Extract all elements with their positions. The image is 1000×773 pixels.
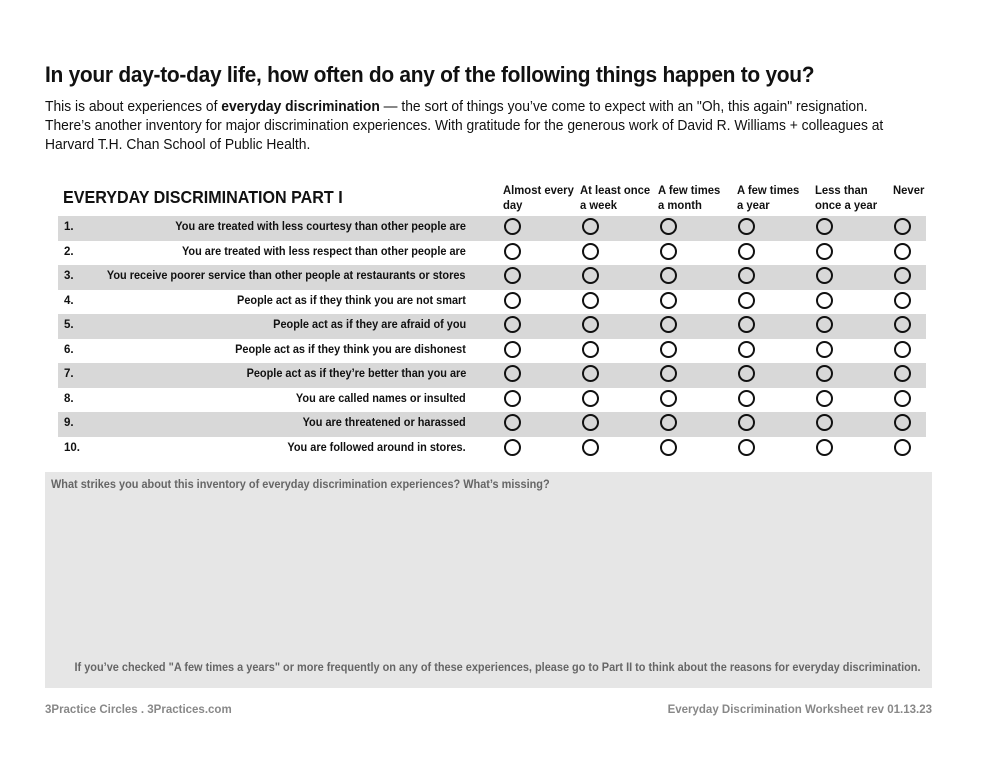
column-header-line2: a month <box>658 198 702 212</box>
row-statement: People act as if they are afraid of you <box>272 319 466 331</box>
row-number: 8. <box>64 393 74 405</box>
row-number: 5. <box>64 319 74 331</box>
frequency-radio[interactable] <box>660 341 677 358</box>
frequency-radio[interactable] <box>894 341 911 358</box>
frequency-radio[interactable] <box>738 316 755 333</box>
column-header <box>658 183 733 213</box>
frequency-radio[interactable] <box>582 218 599 235</box>
frequency-radio[interactable] <box>582 267 599 284</box>
frequency-radio[interactable] <box>894 267 911 284</box>
frequency-radio[interactable] <box>816 365 833 382</box>
frequency-radio[interactable] <box>660 390 677 407</box>
frequency-radio[interactable] <box>660 267 677 284</box>
frequency-radio[interactable] <box>894 218 911 235</box>
frequency-radio[interactable] <box>504 243 521 260</box>
table-row <box>58 388 926 413</box>
frequency-radio[interactable] <box>582 341 599 358</box>
frequency-radio[interactable] <box>660 292 677 309</box>
column-header-line1: At least once <box>580 183 651 197</box>
column-header-line1: Never <box>893 183 925 197</box>
frequency-radio[interactable] <box>660 316 677 333</box>
table-row <box>58 290 926 315</box>
frequency-radio[interactable] <box>894 243 911 260</box>
frequency-radio[interactable] <box>660 414 677 431</box>
frequency-radio[interactable] <box>582 439 599 456</box>
section-title: EVERYDAY DISCRIMINATION PART I <box>63 187 343 207</box>
table-row <box>58 412 926 437</box>
row-statement: People act as if they’re better than you are <box>246 368 466 380</box>
page-title: In your day-to-day life, how often do any of the following things happen to you? <box>45 62 815 87</box>
frequency-radio[interactable] <box>816 341 833 358</box>
column-header-line2: once a year <box>815 198 878 212</box>
table-row <box>58 363 926 388</box>
frequency-radio[interactable] <box>816 292 833 309</box>
frequency-radio[interactable] <box>504 439 521 456</box>
row-number: 3. <box>64 270 74 282</box>
frequency-radio[interactable] <box>894 292 911 309</box>
column-header-line1: Less than <box>815 183 868 197</box>
frequency-radio[interactable] <box>660 439 677 456</box>
frequency-radio[interactable] <box>504 316 521 333</box>
frequency-radio[interactable] <box>738 365 755 382</box>
table-row <box>58 314 926 339</box>
frequency-radio[interactable] <box>660 218 677 235</box>
frequency-radio[interactable] <box>816 218 833 235</box>
frequency-radio[interactable] <box>582 365 599 382</box>
frequency-radio[interactable] <box>738 218 755 235</box>
row-number: 4. <box>64 295 74 307</box>
frequency-radio[interactable] <box>894 365 911 382</box>
row-number: 2. <box>64 246 74 258</box>
row-number: 9. <box>64 417 74 429</box>
frequency-radio[interactable] <box>738 243 755 260</box>
frequency-radio[interactable] <box>504 341 521 358</box>
row-statement: You are followed around in stores. <box>287 442 466 454</box>
frequency-radio[interactable] <box>738 414 755 431</box>
row-statement: People act as if they think you are dishonest <box>235 344 466 356</box>
column-header-line2: a year <box>737 198 770 212</box>
row-number: 6. <box>64 344 74 356</box>
row-number: 1. <box>64 221 74 233</box>
intro-paragraph <box>45 98 905 155</box>
column-header-line1: Almost every <box>503 183 574 197</box>
column-header <box>503 183 578 213</box>
frequency-radio[interactable] <box>504 414 521 431</box>
column-header <box>737 183 812 213</box>
notes-prompt: What strikes you about this inventory of everyday discrimination experiences? What’s missing? <box>51 479 550 491</box>
frequency-radio[interactable] <box>504 218 521 235</box>
frequency-radio[interactable] <box>816 316 833 333</box>
column-header <box>815 183 890 213</box>
frequency-radio[interactable] <box>738 292 755 309</box>
frequency-radio[interactable] <box>582 292 599 309</box>
frequency-radio[interactable] <box>894 390 911 407</box>
frequency-radio[interactable] <box>894 414 911 431</box>
intro-text-end: — the sort of things you’ve come to expect with an "Oh, this again" resignation. There’s another inventory for major discrimination experiences. With gratitude for the generous work of David R. Williams + colleagues at Harvard T.H. Chan School of Public Health. <box>45 99 884 153</box>
column-header-line1: A few times <box>737 183 800 197</box>
frequency-radio[interactable] <box>894 439 911 456</box>
column-header-line1: A few times <box>658 183 721 197</box>
footer-left: 3Practice Circles . 3Practices.com <box>45 704 232 716</box>
table-row <box>58 265 926 290</box>
frequency-radio[interactable] <box>816 439 833 456</box>
table-row <box>58 437 926 462</box>
intro-bold-term: everyday discrimination <box>221 99 380 115</box>
frequency-radio[interactable] <box>816 267 833 284</box>
frequency-radio[interactable] <box>504 267 521 284</box>
frequency-radio[interactable] <box>504 390 521 407</box>
frequency-radio[interactable] <box>894 316 911 333</box>
frequency-radio[interactable] <box>738 341 755 358</box>
row-statement: You receive poorer service than other people at restaurants or stores <box>107 270 466 282</box>
frequency-radio[interactable] <box>582 414 599 431</box>
notes-area[interactable] <box>45 472 932 688</box>
column-header <box>580 183 655 213</box>
row-statement: You are called names or insulted <box>296 393 466 405</box>
frequency-radio[interactable] <box>738 267 755 284</box>
column-header-line2: a week <box>580 198 618 212</box>
column-header-line2: day <box>503 198 523 212</box>
frequency-radio[interactable] <box>738 439 755 456</box>
row-number: 10. <box>64 442 80 454</box>
column-header <box>893 183 968 198</box>
frequency-radio[interactable] <box>582 316 599 333</box>
row-number: 7. <box>64 368 74 380</box>
row-statement: People act as if they think you are not smart <box>237 295 466 307</box>
frequency-radio[interactable] <box>816 414 833 431</box>
table-row <box>58 339 926 364</box>
frequency-radio[interactable] <box>582 243 599 260</box>
frequency-radio[interactable] <box>816 243 833 260</box>
frequency-radio[interactable] <box>660 365 677 382</box>
frequency-radio[interactable] <box>738 390 755 407</box>
intro-text-start: This is about experiences of <box>45 99 222 115</box>
frequency-radio[interactable] <box>816 390 833 407</box>
footer-right: Everyday Discrimination Worksheet rev 01.13.23 <box>667 704 932 716</box>
row-statement: You are treated with less courtesy than other people are <box>175 221 466 233</box>
frequency-radio[interactable] <box>660 243 677 260</box>
row-statement: You are threatened or harassed <box>302 417 466 429</box>
table-row <box>58 241 926 266</box>
table-row <box>58 216 926 241</box>
row-statement: You are treated with less respect than other people are <box>182 246 466 258</box>
part-two-instruction: If you’ve checked "A few times a years" or more frequently on any of these experiences, please go to Part II to think about the reasons for everyday discrimination. <box>74 662 920 674</box>
frequency-radio[interactable] <box>582 390 599 407</box>
frequency-radio[interactable] <box>504 292 521 309</box>
frequency-radio[interactable] <box>504 365 521 382</box>
